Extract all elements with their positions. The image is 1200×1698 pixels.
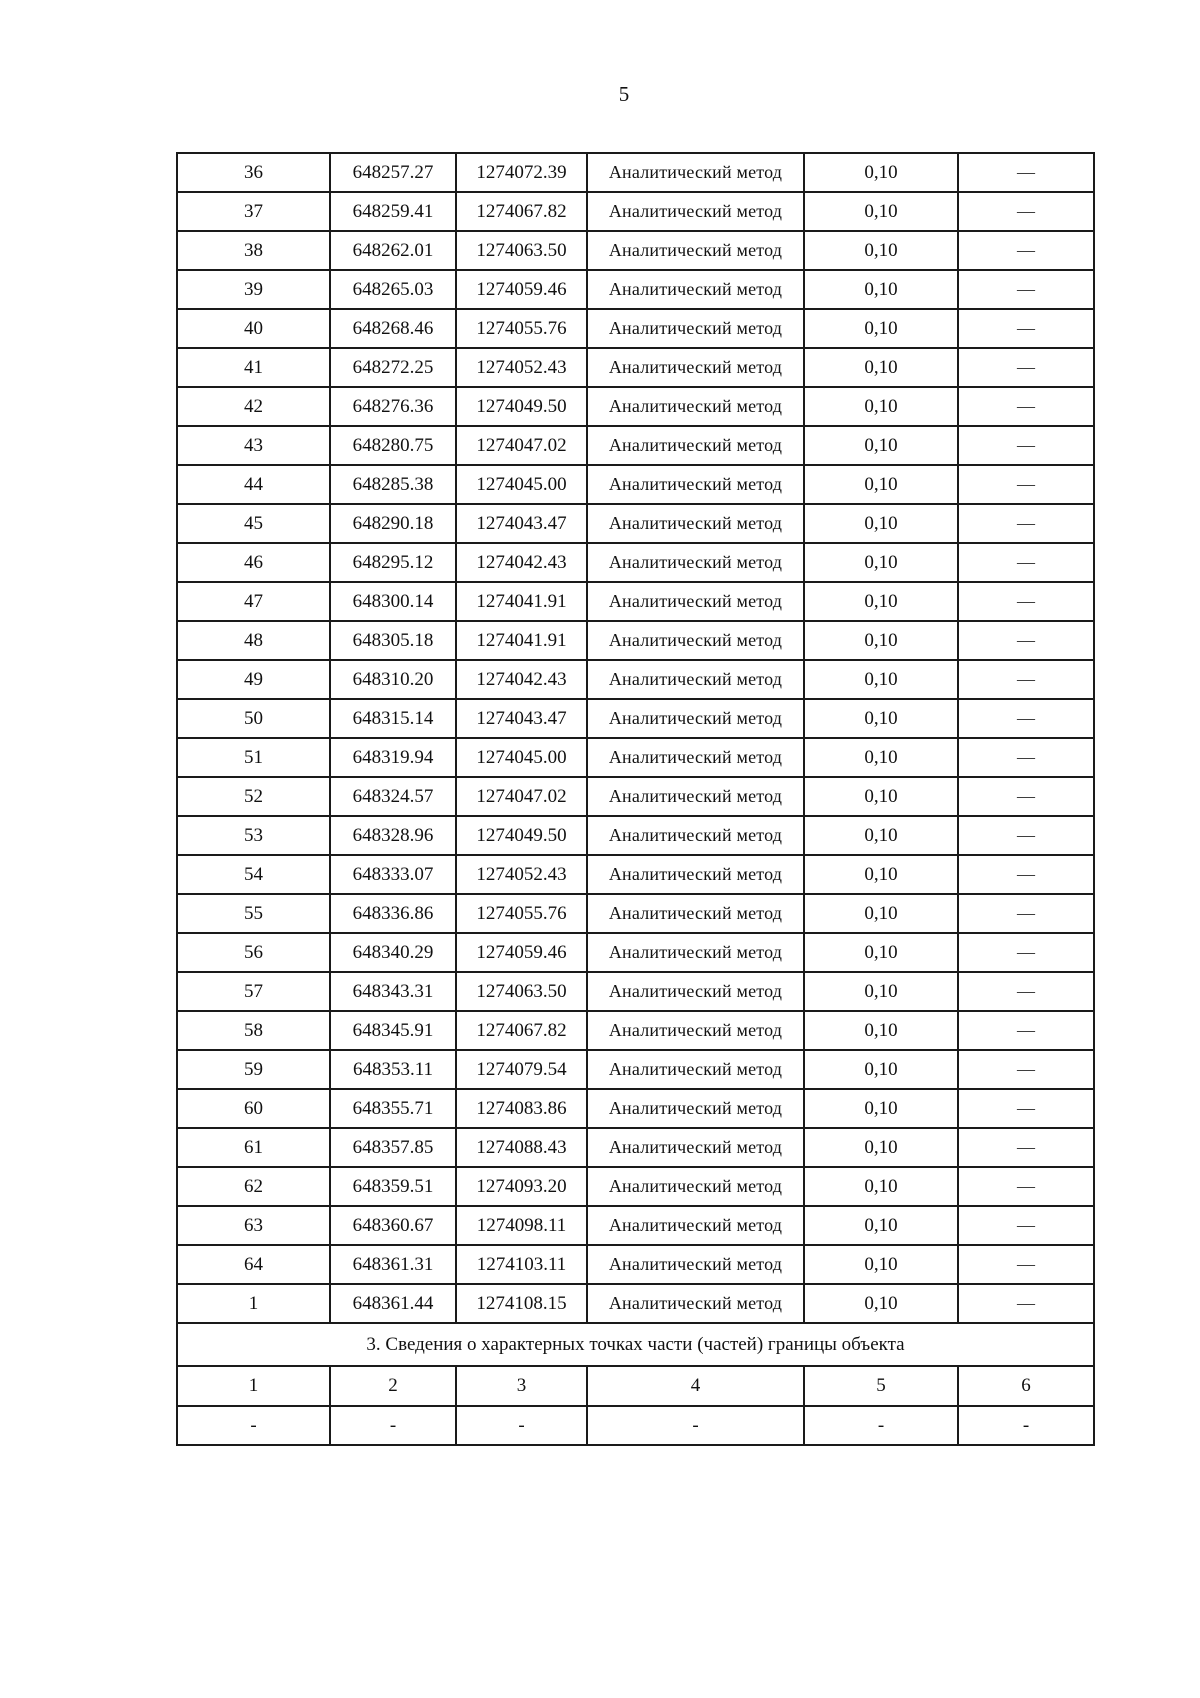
y-coordinate-cell: 1274049.50 xyxy=(456,816,587,855)
x-coordinate-cell: 648272.25 xyxy=(330,348,456,387)
description-cell: — xyxy=(958,699,1094,738)
section3-empty-row xyxy=(177,1406,1094,1445)
method-cell: Аналитический метод xyxy=(587,153,804,192)
x-coordinate-cell: 648268.46 xyxy=(330,309,456,348)
x-coordinate-cell: 648324.57 xyxy=(330,777,456,816)
method-cell: Аналитический метод xyxy=(587,231,804,270)
table-row xyxy=(177,972,1094,1011)
x-coordinate-cell: 648305.18 xyxy=(330,621,456,660)
x-coordinate-cell: 648276.36 xyxy=(330,387,456,426)
x-coordinate-cell: 648280.75 xyxy=(330,426,456,465)
y-coordinate-cell: 1274043.47 xyxy=(456,699,587,738)
description-cell: — xyxy=(958,465,1094,504)
method-cell: Аналитический метод xyxy=(587,1206,804,1245)
description-cell: — xyxy=(958,855,1094,894)
method-cell: Аналитический метод xyxy=(587,777,804,816)
description-cell: — xyxy=(958,894,1094,933)
y-coordinate-cell: 1274072.39 xyxy=(456,153,587,192)
empty-cell: - xyxy=(177,1406,330,1445)
table-row xyxy=(177,1206,1094,1245)
method-cell: Аналитический метод xyxy=(587,855,804,894)
accuracy-cell: 0,10 xyxy=(804,816,958,855)
point-number-cell: 64 xyxy=(177,1245,330,1284)
y-coordinate-cell: 1274055.76 xyxy=(456,309,587,348)
table-row xyxy=(177,621,1094,660)
method-cell: Аналитический метод xyxy=(587,465,804,504)
x-coordinate-cell: 648336.86 xyxy=(330,894,456,933)
description-cell: — xyxy=(958,270,1094,309)
point-number-cell: 60 xyxy=(177,1089,330,1128)
y-coordinate-cell: 1274042.43 xyxy=(456,660,587,699)
description-cell: — xyxy=(958,504,1094,543)
table-row xyxy=(177,855,1094,894)
method-cell: Аналитический метод xyxy=(587,1128,804,1167)
description-cell: — xyxy=(958,1128,1094,1167)
table-row xyxy=(177,699,1094,738)
x-coordinate-cell: 648300.14 xyxy=(330,582,456,621)
accuracy-cell: 0,10 xyxy=(804,504,958,543)
accuracy-cell: 0,10 xyxy=(804,1245,958,1284)
point-number-cell: 50 xyxy=(177,699,330,738)
method-cell: Аналитический метод xyxy=(587,270,804,309)
method-cell: Аналитический метод xyxy=(587,582,804,621)
method-cell: Аналитический метод xyxy=(587,621,804,660)
y-coordinate-cell: 1274041.91 xyxy=(456,582,587,621)
y-coordinate-cell: 1274052.43 xyxy=(456,855,587,894)
table-row xyxy=(177,1050,1094,1089)
accuracy-cell: 0,10 xyxy=(804,1089,958,1128)
description-cell: — xyxy=(958,1089,1094,1128)
table-row xyxy=(177,426,1094,465)
description-cell: — xyxy=(958,816,1094,855)
y-coordinate-cell: 1274045.00 xyxy=(456,465,587,504)
y-coordinate-cell: 1274055.76 xyxy=(456,894,587,933)
x-coordinate-cell: 648360.67 xyxy=(330,1206,456,1245)
point-number-cell: 49 xyxy=(177,660,330,699)
method-cell: Аналитический метод xyxy=(587,1245,804,1284)
method-cell: Аналитический метод xyxy=(587,504,804,543)
point-number-cell: 44 xyxy=(177,465,330,504)
x-coordinate-cell: 648285.38 xyxy=(330,465,456,504)
accuracy-cell: 0,10 xyxy=(804,231,958,270)
x-coordinate-cell: 648353.11 xyxy=(330,1050,456,1089)
section3-column-numbers-row xyxy=(177,1366,1094,1406)
accuracy-cell: 0,10 xyxy=(804,1167,958,1206)
accuracy-cell: 0,10 xyxy=(804,855,958,894)
x-coordinate-cell: 648328.96 xyxy=(330,816,456,855)
table-row xyxy=(177,387,1094,426)
table-row xyxy=(177,504,1094,543)
accuracy-cell: 0,10 xyxy=(804,1284,958,1323)
point-number-cell: 48 xyxy=(177,621,330,660)
description-cell: — xyxy=(958,543,1094,582)
point-number-cell: 52 xyxy=(177,777,330,816)
table-row xyxy=(177,1011,1094,1050)
point-number-cell: 59 xyxy=(177,1050,330,1089)
method-cell: Аналитический метод xyxy=(587,426,804,465)
accuracy-cell: 0,10 xyxy=(804,348,958,387)
point-number-cell: 1 xyxy=(177,1284,330,1323)
description-cell: — xyxy=(958,660,1094,699)
point-number-cell: 46 xyxy=(177,543,330,582)
description-cell: — xyxy=(958,582,1094,621)
method-cell: Аналитический метод xyxy=(587,1011,804,1050)
point-number-cell: 47 xyxy=(177,582,330,621)
x-coordinate-cell: 648361.44 xyxy=(330,1284,456,1323)
description-cell: — xyxy=(958,1050,1094,1089)
y-coordinate-cell: 1274041.91 xyxy=(456,621,587,660)
table-row xyxy=(177,465,1094,504)
description-cell: — xyxy=(958,1011,1094,1050)
y-coordinate-cell: 1274045.00 xyxy=(456,738,587,777)
y-coordinate-cell: 1274088.43 xyxy=(456,1128,587,1167)
y-coordinate-cell: 1274063.50 xyxy=(456,231,587,270)
empty-cell: - xyxy=(587,1406,804,1445)
point-number-cell: 63 xyxy=(177,1206,330,1245)
boundary-points-table xyxy=(176,152,1095,1446)
method-cell: Аналитический метод xyxy=(587,699,804,738)
point-number-cell: 40 xyxy=(177,309,330,348)
x-coordinate-cell: 648295.12 xyxy=(330,543,456,582)
accuracy-cell: 0,10 xyxy=(804,387,958,426)
empty-cell: - xyxy=(958,1406,1094,1445)
x-coordinate-cell: 648257.27 xyxy=(330,153,456,192)
method-cell: Аналитический метод xyxy=(587,972,804,1011)
point-number-cell: 62 xyxy=(177,1167,330,1206)
y-coordinate-cell: 1274079.54 xyxy=(456,1050,587,1089)
x-coordinate-cell: 648355.71 xyxy=(330,1089,456,1128)
section3-title-row xyxy=(177,1323,1094,1366)
accuracy-cell: 0,10 xyxy=(804,621,958,660)
accuracy-cell: 0,10 xyxy=(804,309,958,348)
method-cell: Аналитический метод xyxy=(587,738,804,777)
point-number-cell: 43 xyxy=(177,426,330,465)
y-coordinate-cell: 1274063.50 xyxy=(456,972,587,1011)
point-number-cell: 38 xyxy=(177,231,330,270)
x-coordinate-cell: 648315.14 xyxy=(330,699,456,738)
x-coordinate-cell: 648345.91 xyxy=(330,1011,456,1050)
table-row xyxy=(177,1245,1094,1284)
accuracy-cell: 0,10 xyxy=(804,582,958,621)
accuracy-cell: 0,10 xyxy=(804,777,958,816)
table-row xyxy=(177,309,1094,348)
method-cell: Аналитический метод xyxy=(587,660,804,699)
point-number-cell: 45 xyxy=(177,504,330,543)
y-coordinate-cell: 1274052.43 xyxy=(456,348,587,387)
point-number-cell: 55 xyxy=(177,894,330,933)
description-cell: — xyxy=(958,933,1094,972)
description-cell: — xyxy=(958,1284,1094,1323)
y-coordinate-cell: 1274059.46 xyxy=(456,270,587,309)
table-row xyxy=(177,816,1094,855)
column-number: 3 xyxy=(456,1366,587,1406)
x-coordinate-cell: 648343.31 xyxy=(330,972,456,1011)
description-cell: — xyxy=(958,738,1094,777)
y-coordinate-cell: 1274083.86 xyxy=(456,1089,587,1128)
accuracy-cell: 0,10 xyxy=(804,738,958,777)
x-coordinate-cell: 648333.07 xyxy=(330,855,456,894)
table-row xyxy=(177,660,1094,699)
x-coordinate-cell: 648259.41 xyxy=(330,192,456,231)
x-coordinate-cell: 648310.20 xyxy=(330,660,456,699)
section3-title: 3. Сведения о характерных точках части (частей) границы объекта xyxy=(177,1323,1094,1366)
table-row xyxy=(177,738,1094,777)
description-cell: — xyxy=(958,387,1094,426)
table-row xyxy=(177,1128,1094,1167)
method-cell: Аналитический метод xyxy=(587,816,804,855)
table-row xyxy=(177,582,1094,621)
point-number-cell: 42 xyxy=(177,387,330,426)
x-coordinate-cell: 648319.94 xyxy=(330,738,456,777)
method-cell: Аналитический метод xyxy=(587,1050,804,1089)
table-row xyxy=(177,231,1094,270)
table-row xyxy=(177,894,1094,933)
x-coordinate-cell: 648290.18 xyxy=(330,504,456,543)
point-number-cell: 51 xyxy=(177,738,330,777)
y-coordinate-cell: 1274043.47 xyxy=(456,504,587,543)
table-row xyxy=(177,933,1094,972)
empty-cell: - xyxy=(456,1406,587,1445)
description-cell: — xyxy=(958,192,1094,231)
accuracy-cell: 0,10 xyxy=(804,933,958,972)
description-cell: — xyxy=(958,972,1094,1011)
description-cell: — xyxy=(958,1206,1094,1245)
accuracy-cell: 0,10 xyxy=(804,660,958,699)
column-number: 5 xyxy=(804,1366,958,1406)
accuracy-cell: 0,10 xyxy=(804,465,958,504)
x-coordinate-cell: 648361.31 xyxy=(330,1245,456,1284)
accuracy-cell: 0,10 xyxy=(804,972,958,1011)
accuracy-cell: 0,10 xyxy=(804,1011,958,1050)
y-coordinate-cell: 1274047.02 xyxy=(456,777,587,816)
column-number: 4 xyxy=(587,1366,804,1406)
x-coordinate-cell: 648357.85 xyxy=(330,1128,456,1167)
description-cell: — xyxy=(958,777,1094,816)
method-cell: Аналитический метод xyxy=(587,387,804,426)
description-cell: — xyxy=(958,1245,1094,1284)
point-number-cell: 56 xyxy=(177,933,330,972)
table-row xyxy=(177,348,1094,387)
x-coordinate-cell: 648340.29 xyxy=(330,933,456,972)
point-number-cell: 58 xyxy=(177,1011,330,1050)
point-number-cell: 36 xyxy=(177,153,330,192)
y-coordinate-cell: 1274047.02 xyxy=(456,426,587,465)
accuracy-cell: 0,10 xyxy=(804,1128,958,1167)
page-number: 5 xyxy=(618,82,630,106)
method-cell: Аналитический метод xyxy=(587,1167,804,1206)
method-cell: Аналитический метод xyxy=(587,309,804,348)
method-cell: Аналитический метод xyxy=(587,543,804,582)
x-coordinate-cell: 648359.51 xyxy=(330,1167,456,1206)
accuracy-cell: 0,10 xyxy=(804,270,958,309)
table-row xyxy=(177,777,1094,816)
y-coordinate-cell: 1274093.20 xyxy=(456,1167,587,1206)
description-cell: — xyxy=(958,1167,1094,1206)
point-number-cell: 37 xyxy=(177,192,330,231)
accuracy-cell: 0,10 xyxy=(804,543,958,582)
accuracy-cell: 0,10 xyxy=(804,894,958,933)
accuracy-cell: 0,10 xyxy=(804,699,958,738)
accuracy-cell: 0,10 xyxy=(804,192,958,231)
point-number-cell: 54 xyxy=(177,855,330,894)
y-coordinate-cell: 1274067.82 xyxy=(456,1011,587,1050)
accuracy-cell: 0,10 xyxy=(804,1050,958,1089)
table-row xyxy=(177,192,1094,231)
empty-cell: - xyxy=(330,1406,456,1445)
accuracy-cell: 0,10 xyxy=(804,153,958,192)
y-coordinate-cell: 1274067.82 xyxy=(456,192,587,231)
method-cell: Аналитический метод xyxy=(587,933,804,972)
x-coordinate-cell: 648265.03 xyxy=(330,270,456,309)
y-coordinate-cell: 1274108.15 xyxy=(456,1284,587,1323)
description-cell: — xyxy=(958,348,1094,387)
points-table-body xyxy=(177,153,1094,1323)
point-number-cell: 61 xyxy=(177,1128,330,1167)
point-number-cell: 41 xyxy=(177,348,330,387)
point-number-cell: 57 xyxy=(177,972,330,1011)
description-cell: — xyxy=(958,426,1094,465)
empty-cell: - xyxy=(804,1406,958,1445)
column-number: 6 xyxy=(958,1366,1094,1406)
description-cell: — xyxy=(958,231,1094,270)
y-coordinate-cell: 1274042.43 xyxy=(456,543,587,582)
y-coordinate-cell: 1274059.46 xyxy=(456,933,587,972)
point-number-cell: 53 xyxy=(177,816,330,855)
column-number: 2 xyxy=(330,1366,456,1406)
table-row xyxy=(177,1167,1094,1206)
table-row xyxy=(177,1089,1094,1128)
description-cell: — xyxy=(958,621,1094,660)
table-row xyxy=(177,153,1094,192)
table-row xyxy=(177,270,1094,309)
table-row xyxy=(177,543,1094,582)
y-coordinate-cell: 1274103.11 xyxy=(456,1245,587,1284)
y-coordinate-cell: 1274049.50 xyxy=(456,387,587,426)
method-cell: Аналитический метод xyxy=(587,192,804,231)
method-cell: Аналитический метод xyxy=(587,894,804,933)
method-cell: Аналитический метод xyxy=(587,348,804,387)
accuracy-cell: 0,10 xyxy=(804,426,958,465)
description-cell: — xyxy=(958,153,1094,192)
section3-body xyxy=(177,1323,1094,1445)
description-cell: — xyxy=(958,309,1094,348)
x-coordinate-cell: 648262.01 xyxy=(330,231,456,270)
method-cell: Аналитический метод xyxy=(587,1284,804,1323)
column-number: 1 xyxy=(177,1366,330,1406)
y-coordinate-cell: 1274098.11 xyxy=(456,1206,587,1245)
point-number-cell: 39 xyxy=(177,270,330,309)
accuracy-cell: 0,10 xyxy=(804,1206,958,1245)
table-row xyxy=(177,1284,1094,1323)
method-cell: Аналитический метод xyxy=(587,1089,804,1128)
